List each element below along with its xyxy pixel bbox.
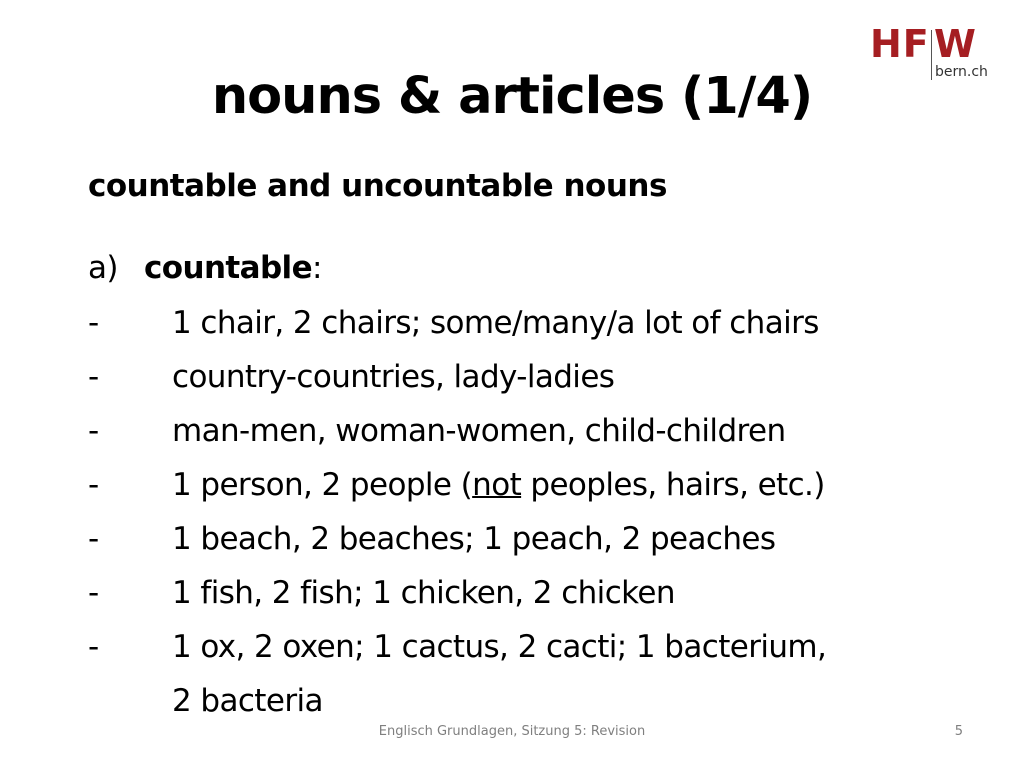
section-heading-label: countable xyxy=(144,250,312,286)
list-item-text: 1 chair, 2 chairs; some/many/a lot of chairs xyxy=(172,305,819,341)
page-number: 5 xyxy=(954,724,963,739)
section-heading xyxy=(88,241,1008,296)
list-item xyxy=(88,296,1008,350)
list-item xyxy=(88,620,1008,728)
list-item-text: country-countries, lady-ladies xyxy=(172,359,615,395)
logo-hf-text: HF xyxy=(870,22,930,66)
section-marker: a) xyxy=(88,250,118,286)
list-item xyxy=(88,404,1008,458)
slide-title: nouns & articles (1/4) xyxy=(211,67,813,126)
underlined-word: not xyxy=(472,467,522,503)
list-item xyxy=(88,512,1008,566)
logo-domain-text: bern.ch xyxy=(935,64,988,80)
list-item-text: 1 fish, 2 fish; 1 chicken, 2 chicken xyxy=(172,575,675,611)
list-item-text-line-2: 2 bacteria xyxy=(172,683,323,719)
footer-text: Englisch Grundlagen, Sitzung 5: Revision xyxy=(378,724,646,739)
list-item xyxy=(88,350,1008,404)
list-item xyxy=(88,566,1008,620)
list-item-text xyxy=(172,458,825,512)
list-bullet: - xyxy=(88,575,99,611)
list-bullet: - xyxy=(88,359,99,395)
logo-w-text: W xyxy=(934,22,977,66)
list-item-text: 1 beach, 2 beaches; 1 peach, 2 peaches xyxy=(172,521,776,557)
list-bullet: - xyxy=(88,305,99,341)
list-bullet: - xyxy=(88,413,99,449)
list-item-text-after: peoples, hairs, etc.) xyxy=(521,467,825,503)
slide-subtitle: countable and uncountable nouns xyxy=(88,168,667,204)
list-bullet: - xyxy=(88,467,99,503)
slide-footer xyxy=(0,722,1024,744)
list-bullet: - xyxy=(88,629,99,665)
list-bullet: - xyxy=(88,521,99,557)
list-item xyxy=(88,458,1008,512)
list-item-text-line-1: 1 ox, 2 oxen; 1 cactus, 2 cacti; 1 bacterium, xyxy=(172,629,827,665)
list-item-text xyxy=(172,620,992,728)
list-item-text-before: 1 person, 2 people ( xyxy=(172,467,473,503)
slide-content xyxy=(88,241,1008,728)
list-item-text: man-men, woman-women, child-children xyxy=(172,413,786,449)
section-heading-colon: : xyxy=(312,250,322,286)
